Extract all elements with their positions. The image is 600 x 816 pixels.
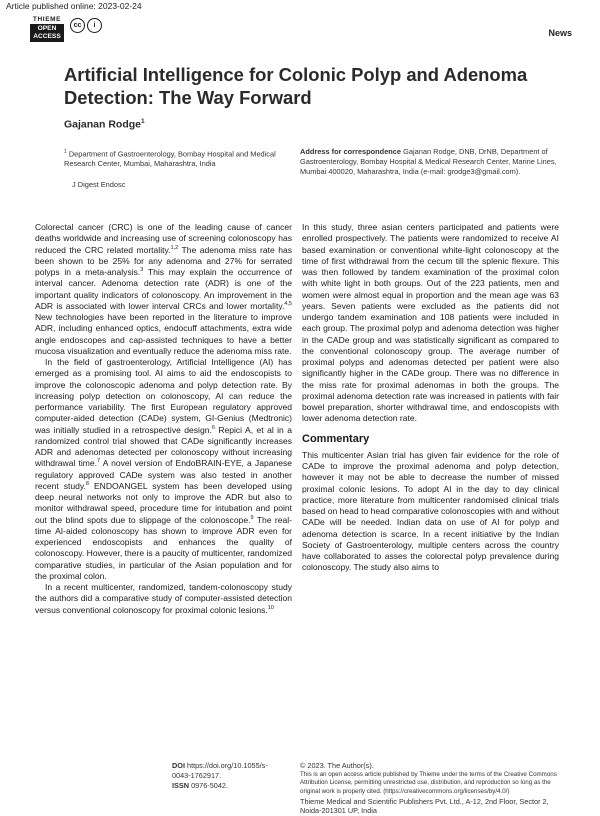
paragraph-text: The adenoma miss rate has been shown to be 25% for any adenoma and 27% for serrated polyps in a meta-analysis. bbox=[35, 244, 292, 277]
publisher-address: Thieme Medical and Scientific Publishers Pvt. Ltd., A-12, 2nd Floor, Sector 2, Noida-201301 UP, India bbox=[300, 796, 549, 816]
affiliation-text: Department of Gastroenterology, Bombay Hospital and Medical Research Center, Mumbai, Maharashtra, India bbox=[64, 149, 276, 169]
body-column-left bbox=[35, 222, 292, 616]
body-column-right bbox=[302, 222, 559, 574]
issn-label: ISSN bbox=[172, 780, 190, 790]
logo-access-text: ACCESS bbox=[33, 33, 61, 40]
issn-value: 0976-5042. bbox=[191, 780, 228, 790]
logo-thieme-text: THIEME bbox=[32, 16, 62, 23]
body-paragraph bbox=[35, 357, 292, 582]
doi-issn-block bbox=[172, 761, 282, 790]
cc-license-icons[interactable] bbox=[70, 18, 102, 35]
correspondence-label: Address for correspondence bbox=[300, 147, 402, 156]
citation-marker: 3 bbox=[140, 267, 144, 274]
author-affil-marker: 1 bbox=[141, 118, 145, 125]
citation-marker: 6 bbox=[211, 424, 215, 431]
author-name bbox=[64, 118, 145, 131]
issn-line bbox=[172, 781, 282, 791]
paragraph-text: Colorectal cancer (CRC) is one of the leading cause of cancer deaths worldwide and increasing use of screening colonoscopy has reduced the CRC related mortality. bbox=[35, 222, 292, 255]
affiliation-marker: 1 bbox=[64, 149, 67, 155]
paragraph-text: The real-time AI-aided colonoscopy has shown to improve ADR even for experienced endoscopists and enhances the quality of colonoscopy. However, there is a paucity of multicenter, randomized comparative studies, in particular of the Asian population and for the proximal colon. bbox=[35, 514, 292, 581]
citation-marker: 4,5 bbox=[284, 300, 292, 307]
paragraph-text: Repici A, et al in a randomized control trial showed that CADe significantly increases ADR and adenomas detected per colonoscopy without increasing withdrawal time. bbox=[35, 424, 292, 469]
doi-label: DOI bbox=[172, 761, 185, 770]
paragraph-text: In this study, three asian centers participated and patients were enrolled prospectively. The patients were randomized to receive AI based examination or conventional white-light colonoscopy at the time of first withdrawal from the cecum till the splenic flexure. This was then followed by tandem examination of the proximal colon with white light in both groups. Out of the 223 patients, men and women were almost equal in proportion and the mean age was 63 years. Seven patients were excluded as the patients did not undergo tandem examination and 108 patients were included in each group. The proximal polyp and adenoma detection was higher in the CADe group and was statistically significant as compared to the conventional colonoscopy group. The average number of proximal polyps and adenomas detected per patient were also significantly higher in the CADe group. There was no difference in the miss rate for proximal adenomas in both the groups. The proximal adenoma detection rate was increased in patients with fair bowel preparation, shorter withdrawal time, and endoscopists with lower adenoma detection rate. bbox=[302, 222, 559, 424]
journal-reference: J Digest Endosc bbox=[72, 180, 126, 189]
author-name-text: Gajanan Rodge bbox=[64, 118, 142, 131]
paragraph-text: In the field of gastroenterology, Artificial Intelligence (AI) has emerged as a promising tool. AI aims to aid the endoscopists to improve the colonoscopic adenoma and polyp detection rate. By increasing polyp detection on colonoscopy, AI can reduce the performance variability. The first European regulatory approved computer-aided detection (CADe) system, GI-Genius (Medtronic) was initially studied in a retrospective design. bbox=[35, 357, 292, 435]
license-text[interactable]: This is an open access article published by Thieme under the terms of the Creative Commons Attribution License, permitting unrestricted use, distribution, and reproduction so long as the original work is properly cited. (https://creativecommons.org/licenses/by/4.0/) bbox=[300, 770, 557, 795]
logo-open-text: OPEN bbox=[37, 25, 57, 32]
rights-block bbox=[300, 761, 570, 816]
paragraph-text: ENDOANGEL system has been developed using deep neural networks not only to improve the ADR but also to monitor withdrawal speed, procedure time for intubation and point out the blind spots due to slippage of the colonoscope. bbox=[35, 480, 292, 525]
citation-marker: 9 bbox=[250, 514, 254, 521]
creative-commons-icon: cc bbox=[70, 18, 85, 33]
citation-marker: 8 bbox=[85, 480, 89, 487]
paragraph-text: New technologies have been reported in the literature to improve ADR, including enhanced optics, endocuff attachments, extra wide angle endoscopes and cap-assisted techniques to have a better mucosa visualization and eventually reduce the adenoma miss rate. bbox=[35, 312, 292, 356]
correspondence-block bbox=[300, 147, 570, 177]
body-paragraph bbox=[302, 222, 559, 425]
correspondence-text: Gajanan Rodge, DNB, DrNB, Department of Gastroenterology, Bombay Hospital & Medical Research Center, Marine Lines, Mumbai 400020, Maharashtra, India (e-mail: grodge3@gmail.com). bbox=[300, 147, 557, 176]
body-paragraph bbox=[35, 582, 292, 616]
citation-marker: 1,2 bbox=[170, 244, 179, 251]
copyright-line: © 2023. The Author(s). bbox=[300, 761, 374, 770]
body-paragraph bbox=[35, 222, 292, 357]
logo-open-access-badge bbox=[30, 24, 64, 42]
paragraph-text: In a recent multicenter, randomized, tandem-colonoscopy study the authors did a comparative study of computer-assisted detection versus conventional colonoscopy for proximal colonic lesions. bbox=[35, 582, 292, 615]
published-online-line: Article published online: 2023-02-24 bbox=[6, 1, 142, 11]
paragraph-text: This may explain the occurrence of interval cancer. Adenoma detection rate (ADR) is one of the important quality indicators of colonoscopy. An improvement in the ADR is associated with lower interval CRCs and lower mortality. bbox=[35, 267, 292, 311]
paragraph-text: A novel version of EndoBRAIN-EYE, a Japanese regulatory approved CADe system was also tested in another recent study. bbox=[35, 458, 292, 491]
affiliation bbox=[64, 147, 294, 169]
citation-marker: 10 bbox=[267, 604, 274, 611]
doi-link[interactable]: https://doi.org/10.1055/s-0043-1762917. bbox=[172, 761, 268, 780]
paragraph-text: This multicenter Asian trial has given fair evidence for the role of CADe to improve the proximal adenoma and polyp detection, however it may not be able to decrease the number of missed proximal colonic lesions. To adopt AI in the day to day clinical practice, more literature from multicenter randomised clinical trials based on head to head comparative colonoscopies with and without CADe will be needed. Indian data on use of AI for polyp and adenoma detection is scarce. In a recent initiative by the Indian Society of Gastroenterology, multiple centers across the country have collaborated to asses the colorectal polyp prevalence during colonoscopy. The study also aims to bbox=[302, 449, 559, 573]
commentary-heading: Commentary bbox=[302, 432, 370, 445]
doi-line bbox=[172, 761, 282, 781]
citation-marker: 7 bbox=[97, 458, 101, 465]
article-title: Artificial Intelligence for Colonic Polyp and Adenoma Detection: The Way Forward bbox=[64, 64, 528, 108]
attribution-icon: i bbox=[87, 18, 102, 33]
body-paragraph bbox=[302, 450, 559, 574]
section-label: News bbox=[548, 28, 572, 38]
thieme-open-access-logo bbox=[30, 16, 64, 44]
